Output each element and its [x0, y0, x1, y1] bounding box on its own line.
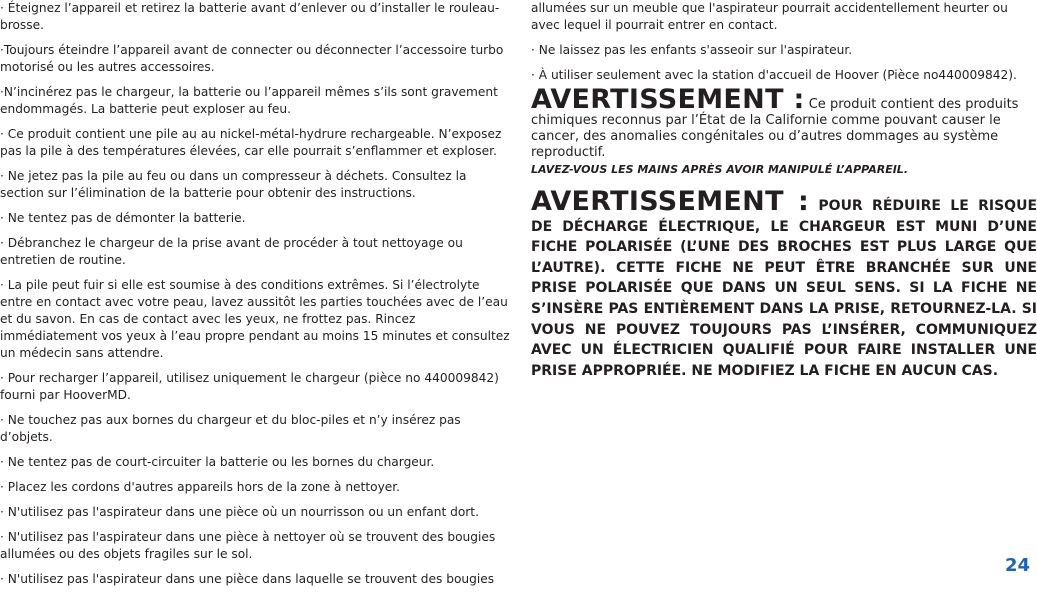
safety-item-15: · N'utilisez pas l'aspirateur dans une pièce dans laquelle se trouvent des bougies: [0, 572, 495, 586]
safety-item-16: · Ne laissez pas les enfants s'asseoir sur l'aspirateur.: [531, 43, 853, 57]
warning-polarized-plug: [531, 186, 1037, 381]
safety-item-4: · Ce produit contient une pile au au nickel-métal-hydrure rechargeable. N’exposez pas la pile à des températures élevées, car elle pourrait s’enflammer et exploser.: [0, 127, 502, 158]
safety-item-1: · Éteignez l’appareil et retirez la batterie avant d’enlever ou d’installer le rouleau-brosse.: [0, 1, 500, 32]
right-column: [531, 0, 1037, 381]
safety-item-17: · À utiliser seulement avec la station d'accueil de Hoover (Pièce no440009842).: [531, 68, 1017, 82]
safety-item-12: · Placez les cordons d'autres appareils hors de la zone à nettoyer.: [0, 480, 401, 494]
safety-item-3: ·N’incinérez pas le chargeur, la batterie ou l’appareil mêmes s’ils sont gravement endommagés. La batterie peut exploser au feu.: [0, 85, 498, 116]
warning-note: LAVEZ-VOUS LES MAINS APRÈS AVOIR MANIPULÉ L’APPAREIL.: [531, 163, 908, 176]
safety-item-7: · Débranchez le chargeur de la prise avant de procéder à tout nettoyage ou entretien de routine.: [0, 236, 463, 267]
warning-title: AVERTISSEMENT :: [531, 84, 805, 115]
safety-item-8: · La pile peut fuir si elle est soumise à des conditions extrêmes. Si l’électrolyte entre en contact avec votre peau, lavez aussitôt les parties touchées avec de l’eau et du savon. En cas de contact avec les yeux, ne frottez pas. Rincez immédiatement vos yeux à l’eau propre pendant au moins 15 minutes et consultez un médecin sans attendre.: [0, 278, 510, 360]
safety-item-9: · Pour recharger l’appareil, utilisez uniquement le chargeur (pièce no 440009842) fourni par HooverMD.: [0, 371, 499, 402]
safety-item-13: · N'utilisez pas l'aspirateur dans une pièce où un nourrisson ou un enfant dort.: [0, 505, 479, 519]
warning-body: Ce produit contient des produits chimiques reconnus par l’État de la Californie comme pouvant causer le cancer, des anomalies congénitales ou d’autres dommages au système reproductif.: [531, 97, 1019, 160]
safety-item-11: · Ne tentez pas de court-circuiter la batterie ou les bornes du chargeur.: [0, 455, 435, 469]
safety-item-2: ·Toujours éteindre l’appareil avant de connecter ou déconnecter l’accessoire turbo motorisé ou les autres accessoires.: [0, 43, 504, 74]
safety-item-6: · Ne tentez pas de démonter la batterie.: [0, 211, 246, 225]
warning-body: POUR RÉDUIRE LE RISQUE DE DÉCHARGE ÉLECTRIQUE, LE CHARGEUR EST MUNI D’UNE FICHE POLARISÉE (L’UNE DES BROCHES EST PLUS LARGE QUE L’AUTRE). CETTE FICHE NE PEUT ÊTRE BRANCHÉE SUR UNE PRISE POLARISÉE QUE DANS UN SEUL SENS. SI LA FICHE NE S’INSÈRE PAS ENTIÈREMENT DANS LA PRISE, RETOURNEZ-LA. SI VOUS NE POUVEZ TOUJOURS PAS L’INSÉRER, COMMUNIQUEZ AVEC UN ÉLECTRICIEN QUALIFIÉ POUR FAIRE INSTALLER UNE PRISE APPROPRIÉE. NE MODIFIEZ LA FICHE EN AUCUN CAS.: [531, 198, 1037, 379]
safety-item-continued: allumées sur un meuble que l'aspirateur pourrait accidentellement heurter ou avec lequel il pourrait entrer en contact.: [531, 1, 1008, 32]
safety-item-10: · Ne touchez pas aux bornes du chargeur et du bloc-piles et n’y insérez pas d’objets.: [0, 413, 461, 444]
page-number: 24: [1004, 555, 1030, 576]
safety-item-14: · N'utilisez pas l'aspirateur dans une pièce à nettoyer où se trouvent des bougies allumées ou des objets fragiles sur le sol.: [0, 530, 496, 561]
warning-chemicals: [531, 84, 1037, 178]
left-column: [0, 0, 510, 596]
safety-item-5: · Ne jetez pas la pile au feu ou dans un compresseur à déchets. Consultez la section sur l’élimination de la batterie pour obtenir des instructions.: [0, 169, 467, 200]
warning-title: AVERTISSEMENT :: [531, 186, 810, 217]
